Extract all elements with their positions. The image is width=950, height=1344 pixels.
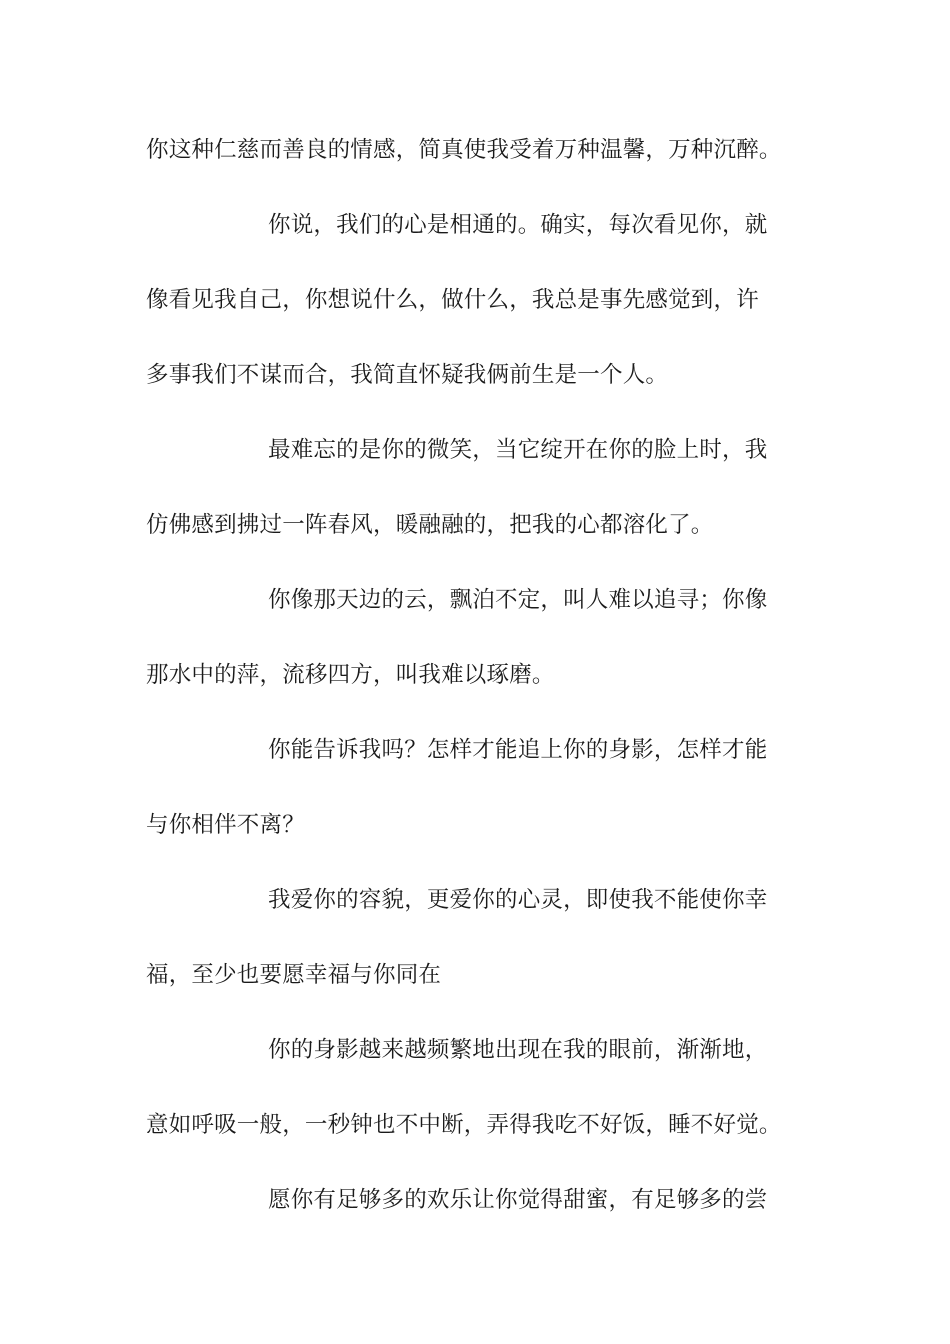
text-line-1: 你这种仁慈而善良的情感，简真使我受着万种温馨，万种沉醉。: [146, 137, 782, 163]
text-line-4: 多事我们不谋而合，我简直怀疑我俩前生是一个人。: [146, 362, 669, 388]
text-line-10: 与你相伴不离？: [146, 812, 305, 838]
text-line-3: 像看见我自己，你想说什么，做什么，我总是事先感觉到，许: [146, 287, 759, 313]
text-line-2: 你说，我们的心是相通的。确实，每次看见你，就: [268, 212, 768, 238]
text-line-6: 仿佛感到拂过一阵春风，暖融融的，把我的心都溶化了。: [146, 512, 714, 538]
text-line-11: 我爱你的容貌，更爱你的心灵，即使我不能使你幸: [268, 887, 768, 913]
text-line-8: 那水中的萍，流移四方，叫我难以琢磨。: [146, 662, 555, 688]
text-line-12: 福，至少也要愿幸福与你同在: [146, 962, 442, 988]
text-line-5: 最难忘的是你的微笑，当它绽开在你的脸上时，我: [268, 437, 768, 463]
text-line-13: 你的身影越来越频繁地出现在我的眼前，渐渐地，: [268, 1037, 768, 1063]
text-line-7: 你像那天边的云，飘泊不定，叫人难以追寻；你像: [268, 587, 768, 613]
text-line-14: 意如呼吸一般，一秒钟也不中断，弄得我吃不好饭，睡不好觉。: [146, 1112, 782, 1138]
text-line-15: 愿你有足够多的欢乐让你觉得甜蜜，有足够多的尝: [268, 1187, 768, 1213]
text-line-9: 你能告诉我吗？怎样才能追上你的身影，怎样才能: [268, 737, 768, 763]
